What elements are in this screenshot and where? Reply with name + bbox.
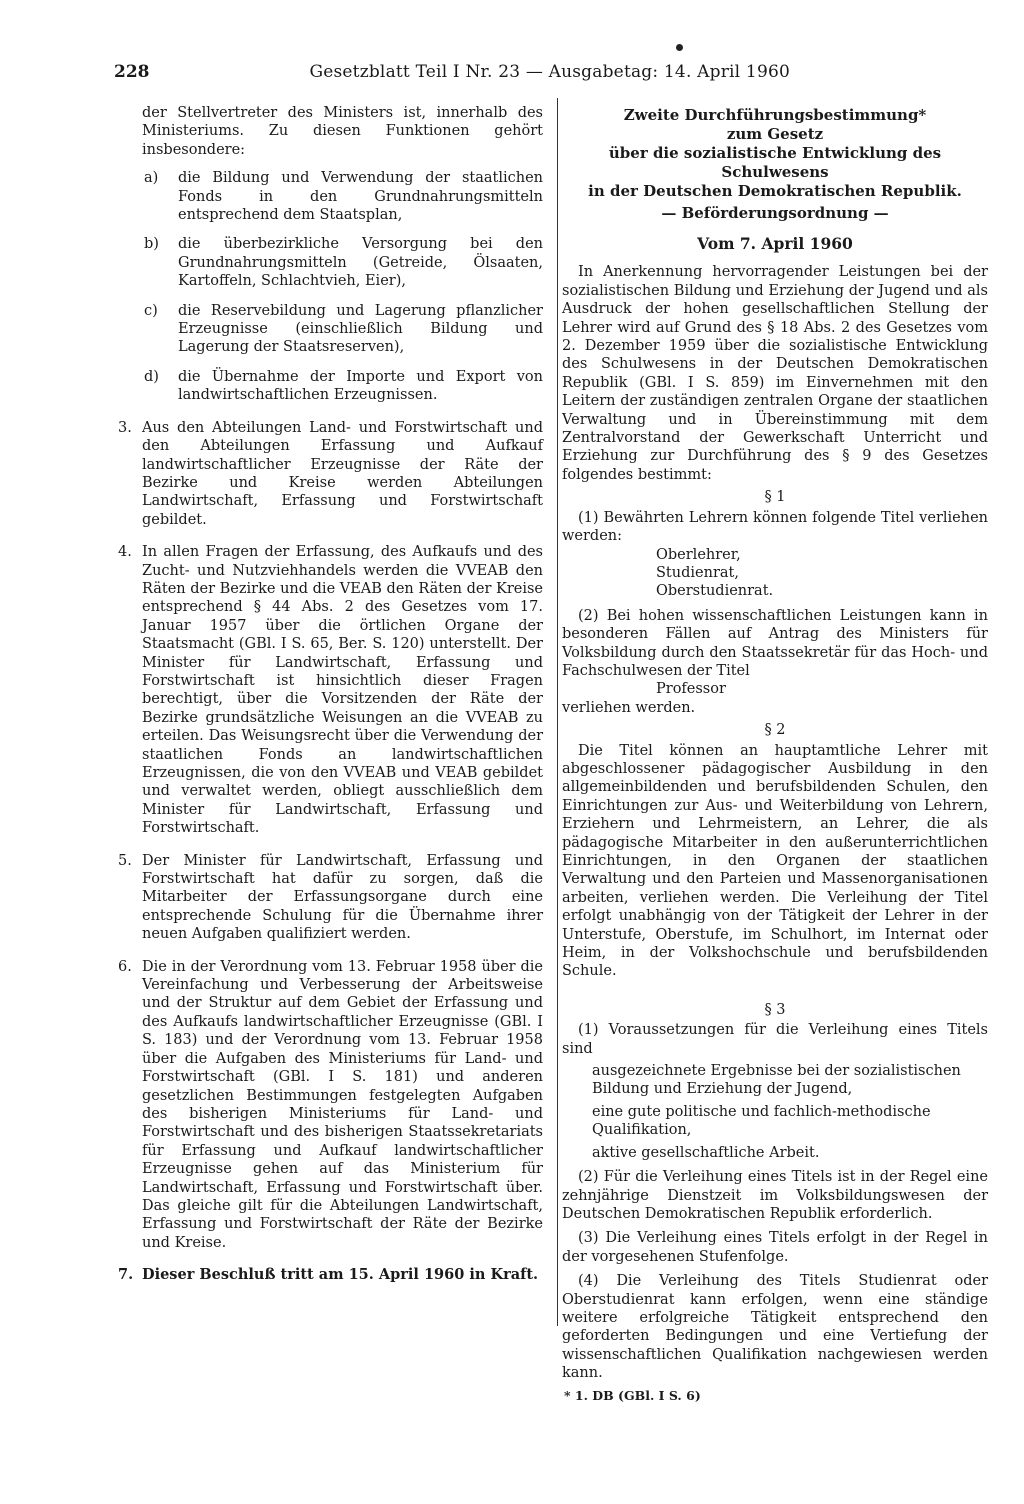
- paragraph: (1) Bewährten Lehrern können folgende Titel verliehen werden:: [562, 509, 988, 545]
- print-speck: [676, 44, 683, 51]
- title-list: [562, 546, 988, 601]
- paragraph: (4) Die Verleihung des Titels Studienrat oder Oberstudienrat kann erfolgen, wenn eine ständige weitere erfolgreiche Tätigkeit entsprechend den geforderten Bedingungen und eine Vertiefung der wissenschaftlichen Qualifikation nachgewiesen werden kann.: [562, 1273, 988, 1382]
- section-heading: § 3: [764, 1001, 786, 1018]
- title-line: über die sozialistische Entwicklung des Schulwesens: [608, 144, 942, 181]
- item-text: Der Minister für Landwirtschaft, Erfassung und Forstwirtschaft hat dafür zu sorgen, daß die Mitarbeiter der Erfassungsorgane durch eine entsprechende Schulung für die Übernahme ihrer neuen Aufgaben qualifiziert werden.: [142, 852, 543, 943]
- item-number: 5.: [118, 852, 132, 869]
- numbered-item: [116, 958, 543, 1253]
- item-marker: d): [144, 368, 159, 385]
- paragraph: Die Titel können an hauptamtliche Lehrer mit abgeschlossener pädagogischer Ausbildung in den allgemeinbildenden und berufsbildenden Schulen, den Einrichtungen zur Aus- und Weiterbildung von Lehrern, Erziehern und Lehrmeistern, an Lehrer, die als pädagogische Mitarbeiter in den außerunterrichtlichen Einrichtungen, in den Organen der staatlichen Verwaltung und den Parteien und Massenorganisationen arbeiten, verliehen werden. Die Verleihung der Titel erfolgt unabhängig von der Tätigkeit der Lehrer in der Unterstufe, Oberstufe, im Schulhort, im Internat oder Heim, in der Volkshochschule und berufsbildenden Schule.: [562, 742, 988, 980]
- conditions-list: [562, 1062, 988, 1162]
- paragraph: verliehen werden.: [562, 699, 696, 716]
- preamble: In Anerkennung hervorragender Leistungen bei der sozialistischen Bildung und Erziehung der Jugend und als Ausdruck der hohen gesellschaftlichen Stellung der Lehrer wird auf Grund des § 18 Abs. 2 des Gesetzes vom 2. Dezember 1959 über die sozialistische Entwicklung des Schulwesens in der Deutschen Demokratischen Republik (GBl. I S. 859) im Einvernehmen mit den Leitern der zuständigen zentralen Organe der staatlichen Verwaltung und in Übereinstimmung mit dem Zentralvorstand der Gewerkschaft Unterricht und Erziehung zur Durchführung des § 9 des Gesetzes folgendes bestimmt:: [562, 264, 988, 483]
- item-text: die überbezirkliche Versorgung bei den Grundnahrungsmitteln (Getreide, Ölsaaten, Kartoffeln, Schlachtvieh, Eier),: [178, 236, 543, 290]
- paragraph: (1) Voraussetzungen für die Verleihung eines Titels sind: [562, 1022, 988, 1057]
- item-number: 4.: [118, 544, 132, 561]
- item-marker: c): [144, 302, 158, 319]
- item-text: die Reservebildung und Lagerung pflanzlicher Erzeugnisse (einschließlich Bildung und Lagerung der Staatsreserven),: [178, 302, 543, 356]
- list-item: Oberstudienrat.: [656, 583, 774, 600]
- list-item: [116, 235, 543, 290]
- numbered-item: [116, 419, 543, 529]
- paragraph: (2) Für die Verleihung eines Titels ist in der Regel eine zehnjährige Dienstzeit im Volksbildungswesen der Deutschen Demokratischen Republik erforderlich.: [562, 1169, 988, 1222]
- list-item: [116, 302, 543, 357]
- page-number: 228: [114, 62, 150, 82]
- title-line: zum Gesetz: [726, 125, 824, 143]
- list-item: [116, 169, 543, 224]
- numbered-item: [116, 1266, 543, 1284]
- paragraph: (2) Bei hohen wissenschaftlichen Leistungen kann in besonderen Fällen auf Antrag des Ministers für Volksbildung durch den Staatssekretär für das Hoch- und Fachschulwesen der Titel: [562, 607, 988, 679]
- title-line: Zweite Durchführungsbestimmung*: [623, 106, 927, 124]
- title-line: in der Deutschen Demokratischen Republik.: [588, 182, 962, 200]
- item-text: Dieser Beschluß tritt am 15. April 1960 in Kraft.: [142, 1266, 539, 1284]
- numbered-item: [116, 852, 543, 944]
- footnote: * 1. DB (GBl. I S. 6): [564, 1387, 701, 1403]
- item-number: 3.: [118, 419, 132, 436]
- left-column: [116, 104, 543, 1285]
- item-text: In allen Fragen der Erfassung, des Aufkaufs und des Zucht- und Nutzviehhandels werden die VVEAB den Räten der Bezirke und die VEAB den Räten der Kreise entsprechend § 44 Abs. 2 des Gesetzes vom 17. Januar 1957 über die örtlichen Organe der Staatsmacht (GBl. I S. 65, Ber. S. 120) unterstellt. Der Minister für Landwirtschaft, Erfassung und Forstwirtschaft ist hinsichtlich dieser Fragen berechtigt, über die Vorsitzenden der Räte der Bezirke grundsätzliche Weisungen an die VVEAB zu erteilen. Das Weisungsrecht über die Verwendung der staatlichen Fonds an landwirtschaftlichen Erzeugnissen, die von den VVEAB und VEAB gebildet und verwaltet werden, obliegt ausschließlich dem Minister für Landwirtschaft, Erfassung und Forstwirtschaft.: [142, 544, 544, 837]
- numbered-item: [116, 543, 543, 838]
- item-marker: a): [144, 170, 159, 187]
- title-line: — Beförderungsordnung —: [661, 204, 889, 222]
- professor-title: Professor: [656, 681, 726, 698]
- section-heading: § 1: [764, 489, 786, 506]
- right-column: [562, 106, 988, 1405]
- item-marker: b): [144, 236, 159, 253]
- list-item: Oberlehrer,: [656, 546, 741, 563]
- list-item: [116, 368, 543, 405]
- paragraph: (3) Die Verleihung eines Titels erfolgt in der Regel in der vorgesehenen Stufenfolge.: [562, 1230, 988, 1265]
- running-title: Gesetzblatt Teil I Nr. 23 — Ausgabetag: 14. April 1960: [309, 62, 790, 82]
- item-text: die Übernahme der Importe und Export von landwirtschaftlichen Erzeugnissen.: [178, 368, 543, 404]
- list-item: Studienrat,: [656, 564, 739, 581]
- section-heading: § 2: [764, 722, 786, 739]
- item-text: Die in der Verordnung vom 13. Februar 1958 über die Vereinfachung und Verbesserung der Arbeitsweise und der Struktur auf dem Gebiet der Erfassung und des Aufkaufs landwirtschaftlicher Erzeugnisse (GBl. I S. 183) und der Verordnung vom 13. Februar 1958 über die Aufgaben des Ministeriums für Land- und Forstwirtschaft (GBl. I S. 181) und anderen gesetzlichen Bestimmungen festgelegten Aufgaben des bisherigen Ministeriums für Land- und Forstwirtschaft und des bisherigen Staatssekretariats für Erfassung und Aufkauf landwirtschaftlicher Erzeugnisse gehen auf das Ministerium für Landwirtschaft, Erfassung und Forstwirtschaft über. Das gleiche gilt für die Abteilungen Landwirtschaft, Erfassung und Forstwirtschaft der Räte der Bezirke und Kreise.: [142, 958, 543, 1251]
- list-item: ausgezeichnete Ergebnisse bei der sozialistischen Bildung und Erziehung der Jugend,: [592, 1063, 961, 1098]
- page-header: [114, 62, 790, 92]
- intro-paragraph: der Stellvertreter des Ministers ist, innerhalb des Ministeriums. Zu diesen Funktionen gehört insbesondere:: [142, 105, 543, 158]
- item-text: die Bildung und Verwendung der staatlichen Fonds in den Grundnahrungsmitteln entsprechend dem Staatsplan,: [178, 170, 543, 224]
- list-item: aktive gesellschaftliche Arbeit.: [592, 1144, 820, 1161]
- list-item: eine gute politische und fachlich-methodische Qualifikation,: [592, 1103, 931, 1139]
- item-text: Aus den Abteilungen Land- und Forstwirtschaft und den Abteilungen Erfassung und Aufkauf landwirtschaftlicher Erzeugnisse der Räte der Bezirke und Kreise werden Abteilungen Landwirtschaft, Erfassung und Forstwirtschaft gebildet.: [142, 419, 543, 528]
- decree-date: Vom 7. April 1960: [697, 234, 853, 253]
- column-divider: [557, 98, 558, 1326]
- item-number: 7.: [118, 1266, 134, 1284]
- item-number: 6.: [118, 958, 132, 975]
- decree-title: [562, 106, 988, 223]
